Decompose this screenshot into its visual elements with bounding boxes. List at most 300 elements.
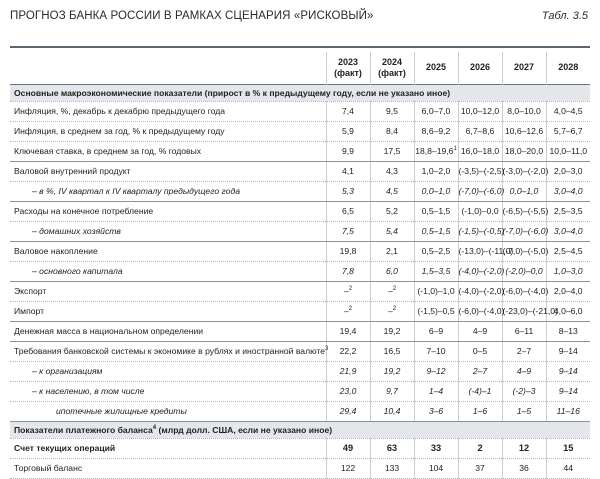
cell-value: 8–13 — [558, 326, 578, 336]
cell-value: 44 — [563, 463, 574, 473]
value-cell — [414, 181, 458, 201]
value-cell — [546, 381, 590, 401]
cell-value: (-13,0)–(-11,0) — [458, 246, 514, 256]
value-cell — [326, 261, 370, 281]
value-cell — [458, 161, 505, 181]
cell-value: 8,6–9,2 — [421, 126, 451, 136]
cell-value: 1,0–3,0 — [553, 266, 583, 276]
cell-value: 17,5 — [383, 146, 401, 156]
row-label-text: – к организациям — [32, 366, 103, 376]
cell-value: 9,7 — [386, 386, 398, 396]
cell-value: 1–4 — [428, 386, 444, 396]
year-label: 2025 — [425, 62, 447, 73]
cell-value: 2,0–3,0 — [553, 166, 583, 176]
header-year-2027 — [502, 52, 546, 84]
value-cell — [326, 201, 370, 221]
cell-value: 7,5 — [342, 226, 354, 236]
row-label — [10, 341, 329, 361]
table-row — [10, 341, 590, 361]
value-cell — [502, 101, 546, 121]
row-label-text: – домашних хозяйств — [32, 226, 121, 236]
header-year-2028 — [546, 52, 590, 84]
value-cell — [546, 181, 590, 201]
value-cell — [370, 221, 414, 241]
header-rule — [10, 46, 590, 48]
table-row — [10, 241, 590, 261]
cell-value: 0,5–1,5 — [421, 206, 451, 216]
cell-value: 3–6 — [428, 406, 444, 416]
value-cell — [458, 401, 502, 421]
value-cell — [414, 121, 458, 141]
row-label-text: – основного капитала — [32, 266, 123, 276]
value-cell — [370, 261, 414, 281]
cell-value: 12 — [518, 443, 530, 453]
table-body — [10, 84, 590, 478]
value-cell — [370, 361, 414, 381]
value-cell — [414, 458, 458, 478]
cell-value: 33 — [430, 443, 442, 453]
cell-value: (-2)–3 — [512, 386, 536, 396]
value-cell — [458, 321, 502, 341]
cell-value: 21,9 — [339, 366, 357, 376]
header-year-2025 — [414, 52, 458, 84]
value-cell — [370, 161, 414, 181]
value-cell — [458, 201, 502, 221]
value-cell — [326, 341, 370, 361]
row-label — [10, 161, 326, 181]
header-label-cell — [10, 52, 326, 84]
cell-value: 5,9 — [342, 126, 354, 136]
value-cell — [546, 281, 590, 301]
cell-value: 37 — [475, 463, 485, 473]
value-cell — [458, 281, 505, 301]
row-label-text: Торговый баланс — [14, 463, 83, 473]
cell-value: (-2,0)–0,0 — [505, 266, 543, 276]
cell-value: (-1,0)–0,0 — [461, 206, 499, 216]
footnote-marker: 3 — [324, 346, 329, 352]
value-cell — [370, 438, 414, 458]
table-row — [10, 438, 590, 458]
cell-value: 9–14 — [558, 386, 578, 396]
cell-value: 6,0–7,0 — [421, 106, 451, 116]
table-row — [10, 121, 590, 141]
value-cell — [414, 161, 458, 181]
cell-value: (-7,0)–(-6,0) — [458, 186, 505, 196]
row-label — [10, 121, 326, 141]
value-cell — [414, 261, 458, 281]
cell-value: 9,5 — [386, 106, 398, 116]
cell-value: 49 — [342, 443, 354, 453]
document-title: ПРОГНОЗ БАНКА РОССИИ В РАМКАХ СЦЕНАРИЯ «РИСКОВЫЙ» — [10, 10, 374, 22]
footnote-marker: 2 — [392, 306, 397, 312]
cell-value: (-3,5)–(-2,5) — [458, 166, 505, 176]
value-cell — [502, 141, 546, 161]
cell-value: 19,4 — [339, 326, 357, 336]
section-header-row — [10, 421, 590, 438]
row-label-text: Валовое накопление — [14, 246, 98, 256]
value-cell — [546, 458, 590, 478]
row-label-text: – в %, IV квартал к IV кварталу предыдущего года — [32, 186, 240, 196]
section-title-text: Основные макроэкономические показатели (прирост в % к предыдущему году, если не указано иное) — [14, 87, 451, 98]
section-title-text: (млрд долл. США, если не указано иное) — [156, 424, 333, 435]
value-cell — [546, 241, 590, 261]
value-cell — [546, 161, 590, 181]
value-cell — [370, 101, 414, 121]
table-row — [10, 221, 590, 241]
cell-value: 133 — [384, 463, 400, 473]
cell-value: 1–5 — [516, 406, 532, 416]
row-label — [10, 361, 326, 381]
table-row — [10, 181, 590, 201]
cell-value: 2–7 — [472, 366, 488, 376]
cell-value: 5,2 — [386, 206, 398, 216]
value-cell — [546, 141, 590, 161]
value-cell — [326, 221, 370, 241]
value-cell — [458, 181, 505, 201]
cell-value: 0,0–1,0 — [509, 186, 539, 196]
value-cell — [370, 181, 414, 201]
cell-value: (-6,0)–(-4,0) — [502, 286, 549, 296]
footnote-marker: 2 — [392, 286, 397, 292]
value-cell — [546, 321, 590, 341]
cell-value: – — [387, 286, 393, 296]
year-note: (факт) — [334, 67, 362, 78]
cell-value: 11–16 — [556, 406, 580, 416]
value-cell — [502, 301, 558, 321]
cell-value: (-1,0)–1,0 — [417, 286, 455, 296]
year-label: 2024 — [381, 56, 403, 67]
section-title — [10, 84, 590, 101]
cell-value: 4,3 — [386, 166, 398, 176]
row-label-text: Инфляция, в среднем за год, % к предыдущему году — [14, 126, 225, 136]
footnote-marker: 2 — [348, 306, 353, 312]
value-cell — [458, 361, 502, 381]
row-label-text: Расходы на конечное потребление — [14, 206, 154, 216]
cell-value: 9–14 — [558, 366, 578, 376]
row-label-text: – к населению, в том числе — [32, 386, 145, 396]
year-note: (факт) — [378, 67, 406, 78]
value-cell — [546, 341, 590, 361]
value-cell — [326, 281, 370, 301]
value-cell — [326, 121, 370, 141]
cell-value: (-6,0)–(-4,0) — [458, 306, 505, 316]
header-year-2023 — [326, 52, 370, 84]
cell-value: 10,6–12,6 — [504, 126, 544, 136]
cell-value: (-4)–1 — [468, 386, 492, 396]
cell-value: 19,2 — [383, 366, 401, 376]
row-label — [10, 401, 326, 421]
cell-value: 36 — [519, 463, 529, 473]
row-label-text: Счет текущих операций — [14, 443, 116, 453]
cell-value: 10,4 — [383, 406, 401, 416]
value-cell — [502, 321, 546, 341]
cell-value: 10,0–12,0 — [460, 106, 500, 116]
value-cell — [370, 141, 414, 161]
value-cell — [414, 341, 458, 361]
row-label-text: ипотечные жилищные кредиты — [56, 406, 187, 416]
cell-value: 4,5 — [386, 186, 398, 196]
value-cell — [502, 161, 549, 181]
table-row — [10, 458, 590, 478]
value-cell — [370, 121, 414, 141]
row-label-text: Денежная масса в национальном определении — [14, 326, 204, 336]
cell-value: 16,5 — [383, 346, 401, 356]
row-label — [10, 181, 326, 201]
cell-value: 122 — [340, 463, 356, 473]
value-cell — [502, 458, 546, 478]
table-row — [10, 101, 590, 121]
year-label: 2026 — [469, 62, 491, 73]
cell-value: 5,3 — [342, 186, 354, 196]
table-row — [10, 141, 590, 161]
value-cell — [546, 121, 590, 141]
cell-value: 8,0–10,0 — [507, 106, 541, 116]
table-row — [10, 261, 590, 281]
value-cell — [414, 401, 458, 421]
value-cell — [370, 301, 414, 321]
value-cell — [414, 438, 458, 458]
value-cell — [370, 321, 414, 341]
value-cell — [502, 181, 546, 201]
value-cell — [326, 161, 370, 181]
value-cell — [370, 241, 414, 261]
table-row — [10, 321, 590, 341]
row-label — [10, 221, 326, 241]
value-cell — [414, 361, 458, 381]
value-cell — [502, 381, 546, 401]
table-row — [10, 381, 590, 401]
row-label — [10, 261, 326, 281]
table-row — [10, 361, 590, 381]
value-cell — [546, 201, 590, 221]
cell-value: 18,0–20,0 — [504, 146, 544, 156]
cell-value: 6–11 — [514, 326, 534, 336]
value-cell — [546, 261, 590, 281]
cell-value: 15 — [563, 443, 574, 453]
cell-value: (-1,5)–(-0,5) — [458, 226, 505, 236]
cell-value: 2,0–4,0 — [553, 286, 583, 296]
value-cell — [546, 101, 590, 121]
value-cell — [326, 401, 370, 421]
value-cell — [458, 101, 502, 121]
value-cell — [458, 458, 502, 478]
cell-value: (-4,0)–(-2,0) — [458, 266, 505, 276]
value-cell — [502, 341, 546, 361]
cell-value: 1–6 — [472, 406, 488, 416]
header-year-2024 — [370, 52, 414, 84]
value-cell — [414, 201, 458, 221]
cell-value: 4–9 — [516, 366, 532, 376]
value-cell — [502, 201, 549, 221]
cell-value: 16,0–18,0 — [460, 146, 500, 156]
value-cell — [546, 438, 590, 458]
cell-value: (-7,0)–(-5,0) — [502, 246, 549, 256]
row-label-text: Ключевая ставка, в среднем за год, % годовых — [14, 146, 202, 156]
value-cell — [370, 458, 414, 478]
cell-value: 8,4 — [386, 126, 398, 136]
table-reference: Табл. 3.5 — [541, 10, 588, 22]
year-label: 2027 — [513, 62, 535, 73]
value-cell — [414, 101, 458, 121]
value-cell — [502, 241, 549, 261]
forecast-table — [10, 52, 590, 479]
row-label — [10, 321, 326, 341]
cell-value: 2,5–3,5 — [553, 206, 583, 216]
value-cell — [502, 361, 546, 381]
value-cell — [546, 221, 590, 241]
cell-value: – — [343, 306, 349, 316]
row-label-text: Инфляция, %, декабрь к декабрю предыдущего года — [14, 106, 226, 116]
cell-value: 104 — [428, 463, 444, 473]
value-cell — [458, 141, 502, 161]
cell-value: 3,0–4,0 — [553, 226, 583, 236]
value-cell — [414, 301, 458, 321]
row-label — [10, 438, 326, 458]
cell-value: 0–5 — [472, 346, 488, 356]
section-title — [10, 421, 590, 438]
section-header-row — [10, 84, 590, 101]
cell-value: 6,7–8,6 — [465, 126, 495, 136]
cell-value: 1,5–3,5 — [421, 266, 451, 276]
cell-value: 6–9 — [428, 326, 444, 336]
value-cell — [414, 221, 458, 241]
cell-value: 9,9 — [342, 146, 354, 156]
value-cell — [458, 341, 502, 361]
value-cell — [414, 241, 458, 261]
row-label-text: Импорт — [14, 306, 45, 316]
table-row — [10, 201, 590, 221]
cell-value: (-1,5)–0,5 — [417, 306, 455, 316]
value-cell — [502, 221, 549, 241]
cell-value: 4,1 — [342, 166, 354, 176]
cell-value: 6,0 — [386, 266, 398, 276]
value-cell — [546, 401, 590, 421]
value-cell — [458, 301, 505, 321]
value-cell — [370, 201, 414, 221]
value-cell — [458, 121, 502, 141]
row-label — [10, 201, 326, 221]
value-cell — [326, 241, 370, 261]
value-cell — [414, 381, 458, 401]
cell-value: 9–12 — [426, 366, 446, 376]
value-cell — [502, 261, 546, 281]
value-cell — [326, 301, 370, 321]
value-cell — [546, 361, 590, 381]
footnote-marker: 1 — [453, 146, 457, 152]
header-year-2026 — [458, 52, 502, 84]
table-row — [10, 161, 590, 181]
year-label: 2028 — [558, 62, 579, 73]
value-cell — [370, 341, 414, 361]
cell-value: (-7,0)–(-6,0) — [502, 226, 549, 236]
value-cell — [458, 221, 505, 241]
row-label — [10, 141, 326, 161]
value-cell — [370, 401, 414, 421]
value-cell — [370, 381, 414, 401]
cell-value: – — [343, 286, 349, 296]
value-cell — [370, 281, 414, 301]
row-label-text: Экспорт — [14, 286, 47, 296]
cell-value: 7–10 — [426, 346, 446, 356]
value-cell — [414, 281, 458, 301]
value-cell — [502, 281, 549, 301]
cell-value: 2–7 — [516, 346, 532, 356]
cell-value: (-23,0)–(-21,0) — [502, 306, 558, 316]
cell-value: (-4,0)–(-2,0) — [458, 286, 505, 296]
cell-value: 4,0–6,0 — [553, 306, 583, 316]
value-cell — [502, 121, 546, 141]
cell-value: 63 — [386, 443, 398, 453]
cell-value: 0,0–1,0 — [421, 186, 451, 196]
row-label — [10, 101, 326, 121]
row-label-text: Требования банковской системы к экономике в рублях и иностранной валюте — [14, 346, 325, 356]
cell-value: 7,8 — [342, 266, 354, 276]
title-bar — [10, 10, 590, 26]
value-cell — [326, 361, 370, 381]
row-label — [10, 381, 326, 401]
value-cell — [458, 241, 514, 261]
cell-value: 19,2 — [383, 326, 401, 336]
table-row — [10, 281, 590, 301]
cell-value: 19,8 — [339, 246, 357, 256]
cell-value: 0,5–1,5 — [421, 226, 451, 236]
value-cell — [326, 101, 370, 121]
cell-value: (-3,0)–(-2,0) — [502, 166, 549, 176]
value-cell — [326, 321, 370, 341]
cell-value: 29,4 — [339, 406, 357, 416]
cell-value: – — [387, 306, 393, 316]
value-cell — [326, 381, 370, 401]
cell-value: 1,0–2,0 — [421, 166, 451, 176]
section-title-text: Показатели платежного баланса — [14, 424, 153, 435]
value-cell — [414, 321, 458, 341]
cell-value: 10,0–11,0 — [549, 146, 588, 156]
cell-value: 2,5–4,5 — [553, 246, 583, 256]
cell-value: 18,8–19,6 — [415, 146, 454, 156]
cell-value: 4,0–4,5 — [553, 106, 583, 116]
value-cell — [458, 381, 502, 401]
value-cell — [458, 261, 505, 281]
cell-value: 5,7–6,7 — [553, 126, 583, 136]
cell-value: 3,0–4,0 — [553, 186, 583, 196]
cell-value: 22,2 — [339, 346, 357, 356]
cell-value: 4–9 — [472, 326, 488, 336]
cell-value: 6,5 — [342, 206, 354, 216]
footnote-marker: 2 — [348, 286, 353, 292]
value-cell — [326, 458, 370, 478]
cell-value: 5,4 — [386, 226, 398, 236]
row-label — [10, 301, 326, 321]
cell-value: 2 — [477, 443, 483, 453]
cell-value: 9–14 — [558, 346, 578, 356]
value-cell — [502, 401, 546, 421]
value-cell — [502, 438, 546, 458]
year-label: 2023 — [337, 56, 359, 67]
value-cell — [458, 438, 502, 458]
cell-value: 23,0 — [339, 386, 357, 396]
value-cell — [414, 141, 458, 161]
cell-value: (-6,5)–(-5,5) — [502, 206, 549, 216]
footnote-marker: 4 — [152, 424, 157, 431]
cell-value: 7,4 — [342, 106, 354, 116]
value-cell — [326, 141, 370, 161]
row-label-text: Валовой внутренний продукт — [14, 166, 131, 176]
cell-value: 2,1 — [386, 246, 398, 256]
cell-value: 0,5–2,5 — [421, 246, 451, 256]
table-row — [10, 401, 590, 421]
value-cell — [326, 181, 370, 201]
row-label — [10, 281, 326, 301]
